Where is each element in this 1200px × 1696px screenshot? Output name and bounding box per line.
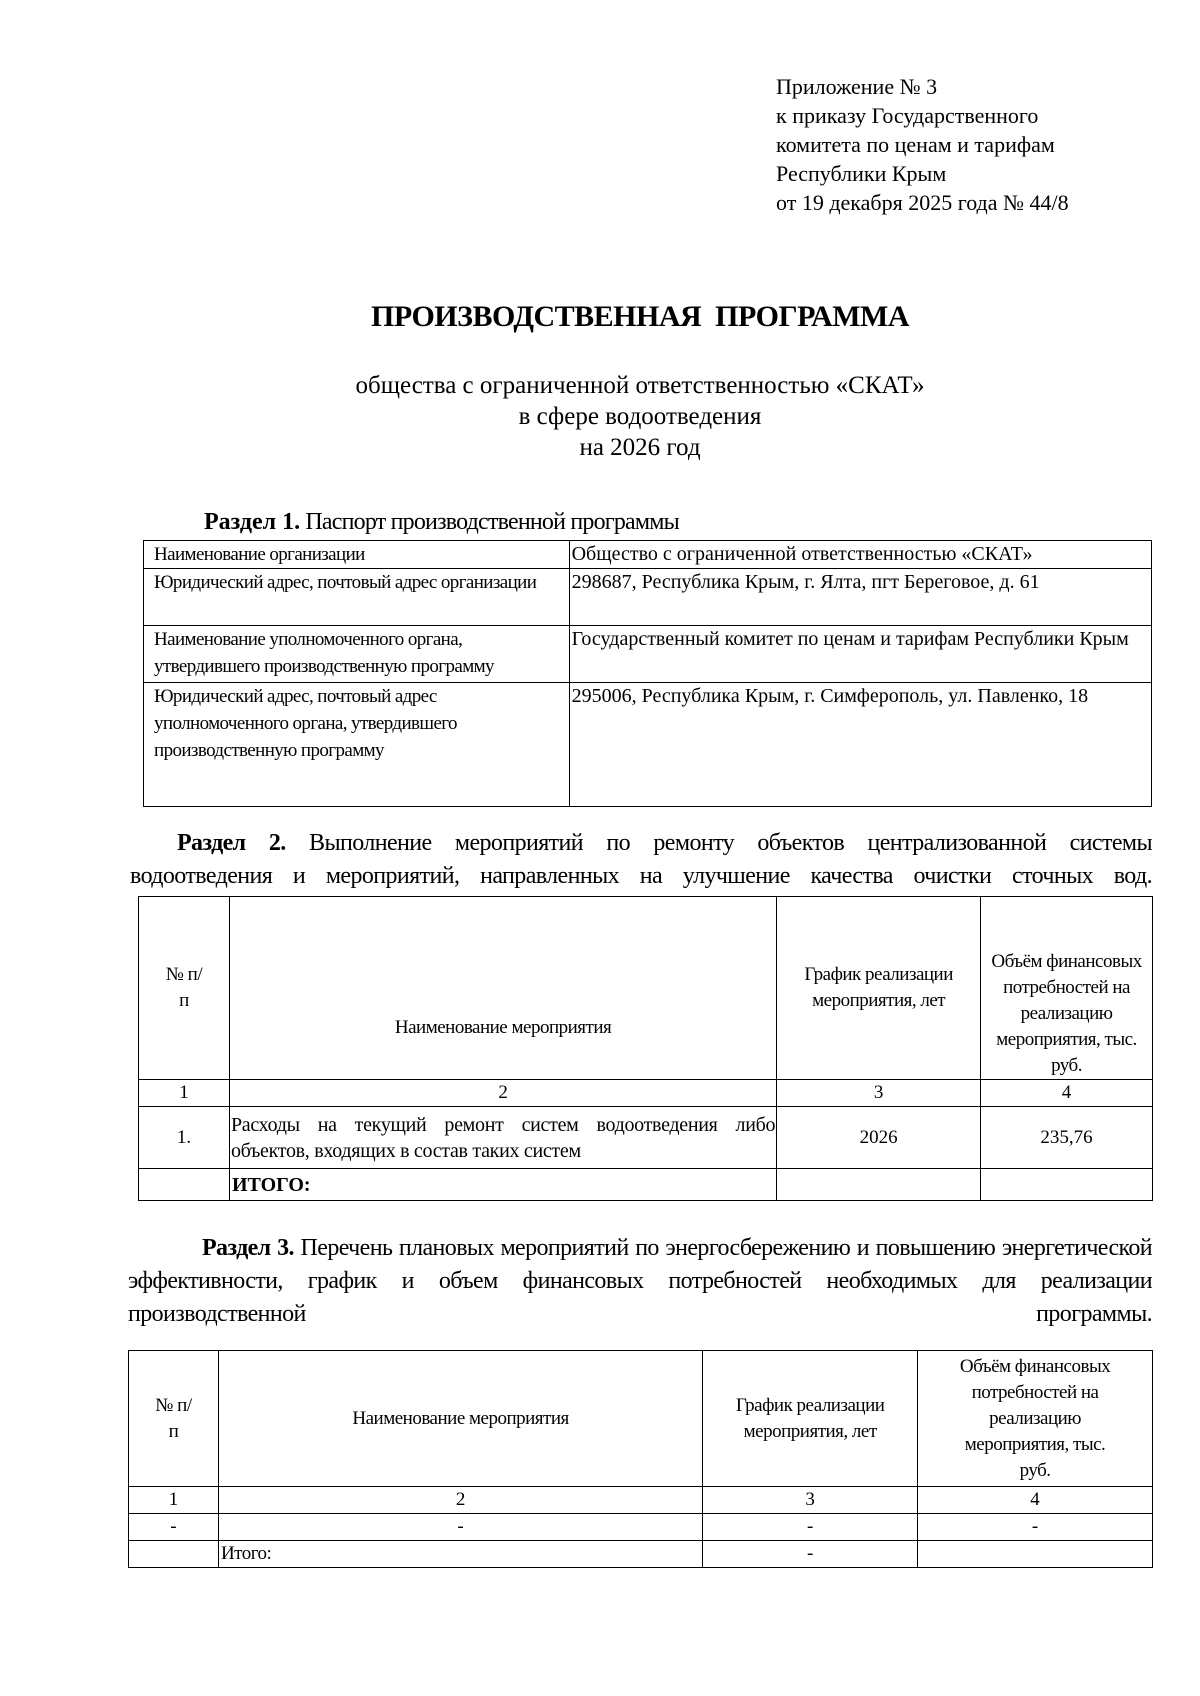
total-label: Итого: bbox=[218, 1541, 702, 1568]
header-schedule: График реализации мероприятия, лет bbox=[777, 897, 981, 1080]
table-row bbox=[144, 569, 1152, 626]
empty-cell bbox=[777, 1169, 981, 1201]
table-row bbox=[144, 541, 1152, 569]
table-row bbox=[144, 626, 1152, 683]
column-number: 4 bbox=[918, 1487, 1153, 1514]
table-row bbox=[144, 683, 1152, 807]
total-row bbox=[139, 1169, 1153, 1201]
table-header-row bbox=[129, 1351, 1153, 1487]
header-num: № п/п bbox=[129, 1351, 219, 1487]
document-title: ПРОИЗВОДСТВЕННАЯ ПРОГРАММА bbox=[370, 300, 910, 333]
passport-label: Юридический адрес, почтовый адрес организации bbox=[144, 569, 570, 626]
column-number-row bbox=[129, 1487, 1153, 1514]
row-volume: 235,76 bbox=[981, 1107, 1153, 1169]
appendix-line: Республики Крым bbox=[776, 161, 947, 186]
passport-table bbox=[143, 540, 1152, 807]
header-name: Наименование мероприятия bbox=[218, 1351, 702, 1487]
empty-cell bbox=[981, 1169, 1153, 1201]
table-header-row bbox=[139, 897, 1153, 1080]
section3-label: Раздел 3. bbox=[202, 1235, 294, 1261]
section3-text: Перечень плановых мероприятий по энергосбережению и повышению энергетической эффективности, график и объем финансовых потребностей необходимых для реализации производственной программы. bbox=[128, 1235, 1152, 1327]
section1-label: Раздел 1. bbox=[204, 509, 301, 535]
appendix-line: к приказу Государственного bbox=[776, 103, 1039, 128]
energy-measures-table bbox=[128, 1350, 1153, 1568]
section2-label: Раздел 2. bbox=[177, 830, 286, 856]
appendix-line: от 19 декабря 2025 года № 44/8 bbox=[776, 190, 1069, 215]
row-schedule: - bbox=[703, 1514, 918, 1541]
total-schedule: - bbox=[703, 1541, 918, 1568]
header-num: № п/п bbox=[139, 897, 230, 1080]
header-volume: Объём финансовых потребностей на реализацию мероприятия, тыс. руб. bbox=[918, 1351, 1153, 1487]
section1-heading bbox=[204, 506, 679, 539]
total-label: ИТОГО: bbox=[229, 1169, 776, 1201]
document-subtitle bbox=[0, 370, 1200, 463]
passport-label: Наименование организации bbox=[144, 541, 570, 569]
column-number: 2 bbox=[218, 1487, 702, 1514]
subtitle-line: на 2026 год bbox=[579, 434, 701, 461]
appendix-line: комитета по ценам и тарифам bbox=[776, 132, 1055, 157]
row-name: Расходы на текущий ремонт систем водоотведения либо объектов, входящих в состав таких систем bbox=[229, 1107, 776, 1169]
table-row bbox=[139, 1107, 1153, 1169]
row-num: - bbox=[129, 1514, 219, 1541]
row-volume: - bbox=[918, 1514, 1153, 1541]
passport-label: Наименование уполномоченного органа, утвердившего производственную программу bbox=[144, 626, 570, 683]
row-schedule: 2026 bbox=[777, 1107, 981, 1169]
appendix-line: Приложение № 3 bbox=[776, 74, 938, 99]
column-number: 3 bbox=[703, 1487, 918, 1514]
appendix-block bbox=[776, 72, 1156, 217]
column-number: 2 bbox=[229, 1080, 776, 1107]
header-schedule: График реализации мероприятия, лет bbox=[703, 1351, 918, 1487]
section1-title: Паспорт производственной программы bbox=[300, 509, 680, 535]
column-number: 4 bbox=[981, 1080, 1153, 1107]
column-number: 1 bbox=[139, 1080, 230, 1107]
section2-text: Выполнение мероприятий по ремонту объектов централизованной системы водоотведения и мероприятий, направленных на улучшение качества очистки сточных вод. bbox=[130, 830, 1152, 889]
column-number: 1 bbox=[129, 1487, 219, 1514]
empty-cell bbox=[918, 1541, 1153, 1568]
table-row bbox=[129, 1514, 1153, 1541]
section2-heading bbox=[130, 827, 1152, 893]
total-row bbox=[129, 1541, 1153, 1568]
column-number-row bbox=[139, 1080, 1153, 1107]
section3-heading bbox=[128, 1232, 1152, 1331]
row-num: 1. bbox=[139, 1107, 230, 1169]
passport-value: Государственный комитет по ценам и тарифам Республики Крым bbox=[569, 626, 1151, 683]
subtitle-line: общества с ограниченной ответственностью «СКАТ» bbox=[355, 372, 925, 399]
empty-cell bbox=[129, 1541, 219, 1568]
header-name: Наименование мероприятия bbox=[229, 897, 776, 1080]
passport-label: Юридический адрес, почтовый адрес уполномоченного органа, утвердившего производственную программу bbox=[144, 683, 570, 807]
passport-value: Общество с ограниченной ответственностью «СКАТ» bbox=[569, 541, 1151, 569]
passport-value: 295006, Республика Крым, г. Симферополь, ул. Павленко, 18 bbox=[569, 683, 1151, 807]
column-number: 3 bbox=[777, 1080, 981, 1107]
subtitle-line: в сфере водоотведения bbox=[518, 403, 762, 430]
empty-cell bbox=[139, 1169, 230, 1201]
repair-measures-table bbox=[138, 896, 1153, 1201]
passport-value: 298687, Республика Крым, г. Ялта, пгт Береговое, д. 61 bbox=[569, 569, 1151, 626]
header-volume: Объём финансовых потребностей на реализацию мероприятия, тыс. руб. bbox=[981, 897, 1153, 1080]
row-name: - bbox=[218, 1514, 702, 1541]
